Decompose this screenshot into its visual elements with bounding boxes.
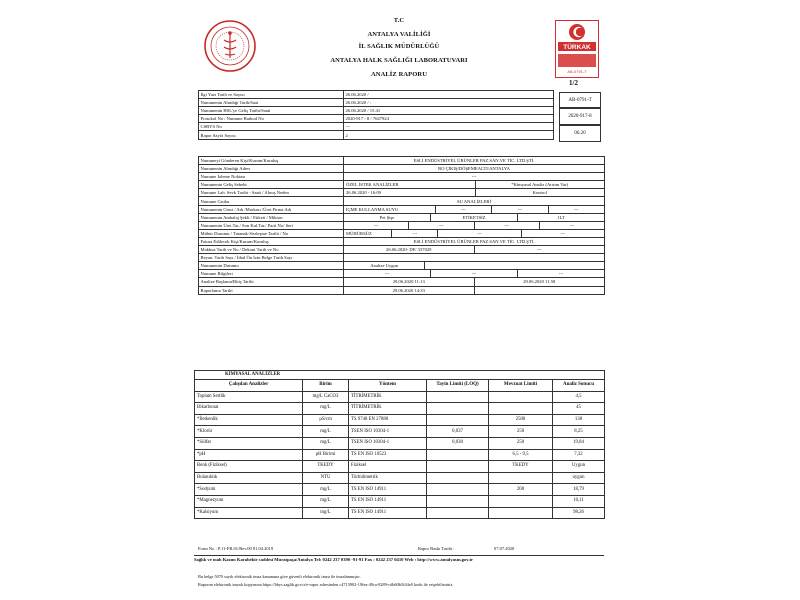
detail-label: Numunenin Durumu <box>199 262 344 270</box>
print-date: 07.07.2020 <box>494 546 515 551</box>
table-cell: NTU <box>303 472 349 484</box>
table-cell: TS 9748 EN 27888 <box>349 414 427 426</box>
table-cell: 250 <box>489 437 553 449</box>
info-value: 2020-917 - 8 / 7647924 <box>344 115 554 123</box>
detail-label: Numunenin Alındığı Adres <box>199 165 344 173</box>
table-cell: pH Birimi <box>303 449 349 461</box>
chem-section-title: KİMYASAL ANALİZLER <box>195 371 605 380</box>
detail-value: 29.06.2020 14:33 <box>392 287 425 293</box>
header-tc: T.C <box>393 17 405 24</box>
table-cell <box>489 507 553 519</box>
table-row <box>199 173 605 181</box>
detail-value: 26.06.2020 - 16:09 <box>346 190 381 196</box>
table-cell <box>489 391 553 403</box>
table-cell <box>427 507 489 519</box>
table-cell: TİTRİMETRİK <box>349 403 427 415</box>
form-footer <box>194 546 604 551</box>
table-row <box>199 237 605 245</box>
table-row <box>199 270 605 278</box>
table-cell: *pH <box>195 449 303 461</box>
detail-label: Numuneyi Gönderen Kişi/Kurum/Kuruluş <box>199 157 344 165</box>
detail-value: 29.06.2020 11:13 <box>392 279 425 285</box>
turkak-code: AB-0791-T <box>567 69 587 74</box>
table-row <box>199 254 605 262</box>
turkak-text: TÜRKAK <box>563 44 591 52</box>
detail-label: Numunenin Cinsi / Adı /Markası /Üret.Firma Adı <box>199 205 344 213</box>
detail-empty <box>474 287 605 294</box>
detail-label: Numune Bilgileri <box>199 270 344 278</box>
detail-value: --- <box>437 230 520 237</box>
table-cell <box>427 414 489 426</box>
table-cell: mg/L <box>303 495 349 507</box>
table-cell: 0,038 <box>427 437 489 449</box>
table-cell: 19,84 <box>553 437 605 449</box>
table-row <box>195 426 605 438</box>
table-cell: TS EN ISO 14911 <box>349 507 427 519</box>
signature-note: Bu belge 5070 sayılı elektronik imza kanununa göre güvenli elektronik imza ile imzalanmıştır. <box>198 574 361 579</box>
table-cell <box>427 472 489 484</box>
table-row <box>199 262 605 270</box>
table-row <box>199 131 554 139</box>
detail-value: 29.06.2020 11:58 <box>474 278 605 285</box>
table-cell <box>427 484 489 496</box>
detail-value: --- <box>539 222 604 229</box>
detail-value: --- <box>373 222 379 228</box>
table-row <box>199 278 605 286</box>
form-number: Form No : P.11-FR.01/Rev.00 01.04.2019 <box>198 546 274 551</box>
chem-body <box>195 391 605 519</box>
table-cell: mg/L CaCO3 <box>303 391 349 403</box>
table-cell: TSEN ISO 10304-1 <box>349 437 427 449</box>
table-cell: *İletkenlik <box>195 414 303 426</box>
table-cell: mg/L <box>303 426 349 438</box>
table-cell: 7,32 <box>553 449 605 461</box>
detail-value: --- <box>384 271 390 277</box>
detail-label: Numune İzleme Noktası <box>199 173 344 181</box>
info-label: Rapor Sayfa Sayısı <box>199 131 344 139</box>
table-cell: µS/cm <box>303 414 349 426</box>
table-row <box>199 189 605 197</box>
report-page <box>194 0 604 600</box>
table-row <box>199 197 605 205</box>
table-row <box>199 123 554 131</box>
info-label: Protokol No / Numune Barkod No <box>199 115 344 123</box>
info-value: 26.06.2020 / <box>344 91 554 99</box>
info-table <box>198 90 554 140</box>
info-label: Numunenin HSL'ye Geliş Tarihi/Saati <box>199 107 344 115</box>
table-row <box>199 205 605 213</box>
detail-value: --- <box>391 230 437 237</box>
detail-label: Analize Başlama/Bitiş Tarihi <box>199 278 344 286</box>
table-row <box>195 403 605 415</box>
detail-value: RO ÇIKIŞ/DÖŞEMEALTI/ANTALYA <box>344 165 605 173</box>
detail-value: --- <box>491 206 547 213</box>
info-label: İlgi Yazı Tarih ve Sayısı <box>199 91 344 99</box>
report-no-box: 2020-917-8 <box>559 108 601 125</box>
info-value: 2 <box>344 131 554 139</box>
table-row <box>199 107 554 115</box>
table-cell: TSEN ISO 10304-1 <box>349 426 427 438</box>
table-cell <box>427 461 489 473</box>
table-cell: Uygun <box>553 461 605 473</box>
detail-value: ETİKETSİZ <box>430 214 517 221</box>
page-number: 1/2 <box>569 79 578 87</box>
detail-value: --- <box>474 222 539 229</box>
col-header: Tayin Limiti (LOQ) <box>427 380 489 392</box>
detail-value: --- <box>408 222 473 229</box>
detail-value: SU ANALİZLERİ <box>344 197 605 205</box>
table-cell: Toplam Sertlik <box>195 391 303 403</box>
table-cell: 200 <box>489 484 553 496</box>
detail-value: Kontrol <box>475 189 605 196</box>
header-laboratory: ANTALYA HALK SAĞLIĞI LABORATUVARI <box>330 57 468 64</box>
info-value: --- <box>344 123 554 131</box>
table-cell: 2500 <box>489 414 553 426</box>
table-cell: mg/L <box>303 403 349 415</box>
table-cell: 98,26 <box>553 507 605 519</box>
header-report-title: ANALİZ RAPORU <box>370 71 427 78</box>
print-date-label: Rapor Baskı Tarihi : <box>418 546 455 551</box>
detail-value: --- <box>435 206 491 213</box>
date-box: 06.20 <box>559 125 601 142</box>
table-cell: TKEDY <box>489 461 553 473</box>
table-row <box>195 495 605 507</box>
address-line: Sağlık ve mah Kazım Karabekir caddesi Muratpaşa/Antalya Tel: 0242 237 0390 -91-91 Fax : 0242 237 0410 Web : http://www.antalyasm.gov.tr <box>194 555 604 562</box>
detail-value: 1LT <box>517 214 604 221</box>
detail-value <box>344 254 605 262</box>
table-cell: 138 <box>553 414 605 426</box>
table-cell: Bulanıklık <box>195 472 303 484</box>
table-cell: uygun <box>553 472 605 484</box>
table-cell: TKEDY <box>303 461 349 473</box>
detail-label: Numune Lab. Sevk Tarihi - Saati / Alınış Neden <box>199 189 344 197</box>
table-cell: mg/L <box>303 484 349 496</box>
table-cell: 0,037 <box>427 426 489 438</box>
table-cell: mg/L <box>303 437 349 449</box>
col-header: Mevzuat Limiti <box>489 380 553 392</box>
table-cell: *Magnezyum <box>195 495 303 507</box>
table-cell: Fiziksel <box>349 461 427 473</box>
detail-label: Numunenin Ambalaj Şekli / Etiketi / Miktarı <box>199 213 344 221</box>
table-cell: Türbidimetrik <box>349 472 427 484</box>
table-cell: 6,5 - 9,5 <box>489 449 553 461</box>
table-cell: 18,79 <box>553 484 605 496</box>
table-row <box>195 472 605 484</box>
table-cell: 250 <box>489 426 553 438</box>
header-governorship: ANTALYA VALİLİĞİ <box>367 31 431 38</box>
info-value: 26.06.2020 / 15:41 <box>344 107 554 115</box>
detail-value: Analize Uygun <box>370 263 399 269</box>
table-cell: Renk (Fiziksel) <box>195 461 303 473</box>
table-cell: 10,11 <box>553 495 605 507</box>
detail-value: 26.06.2020- DF/ 337029 <box>386 247 432 253</box>
table-cell <box>489 403 553 415</box>
table-title-row <box>195 371 605 380</box>
table-row <box>195 391 605 403</box>
table-cell: 8,25 <box>553 426 605 438</box>
accreditation-box: AB-0791-T <box>559 92 601 108</box>
table-cell <box>489 495 553 507</box>
detail-value: --- <box>344 173 605 181</box>
table-cell: TİTRİMETRİK <box>349 391 427 403</box>
table-cell: *Sülfat <box>195 437 303 449</box>
detail-value: --- <box>548 206 604 213</box>
table-cell: TS EN ISO 14911 <box>349 495 427 507</box>
header-directorate: İL SAĞLIK MÜDÜRLÜĞÜ <box>358 43 440 50</box>
detail-value: --- <box>430 270 517 277</box>
table-row <box>199 286 605 294</box>
table-cell <box>427 391 489 403</box>
detail-empty <box>424 262 604 269</box>
table-row <box>199 165 605 173</box>
detail-value: --- <box>517 270 604 277</box>
table-cell: *Sodyum <box>195 484 303 496</box>
detail-value: MÜHÜRSÜZ <box>346 230 372 236</box>
table-cell <box>427 449 489 461</box>
table-row <box>199 157 605 165</box>
col-header: Analiz Sonucu <box>553 380 605 392</box>
info-label: CSBYS No <box>199 123 344 131</box>
col-header: Çalışılan Analizler <box>195 380 303 392</box>
detail-value: Pet Şişe <box>379 214 395 220</box>
detail-value: *Kimyasal Analiz (Arıtım Var) <box>475 181 605 188</box>
table-row <box>195 437 605 449</box>
sample-details-table <box>198 156 605 295</box>
table-row <box>199 246 605 254</box>
col-header: Yöntem <box>349 380 427 392</box>
detail-value: İÇME KULLANMA SUYU <box>346 206 399 212</box>
table-row <box>195 484 605 496</box>
detail-label: Numunenin Geliş Sebebi <box>199 181 344 189</box>
col-header: Birim <box>303 380 349 392</box>
detail-label: Numune Grubu <box>199 197 344 205</box>
detail-label: Numunenin Üret.Tar./ Son Kul.Tar./ Parti No/ Seri <box>199 221 344 229</box>
detail-value: ÖZEL İSTEK ANALİZLER <box>346 182 399 188</box>
detail-label: Raporlama Tarihi <box>199 286 344 294</box>
table-cell: *Kalsiyum <box>195 507 303 519</box>
table-cell <box>427 403 489 415</box>
table-cell: TS EN ISO 10523 <box>349 449 427 461</box>
table-row <box>195 449 605 461</box>
table-row <box>199 91 554 99</box>
table-row <box>199 213 605 221</box>
table-cell: 4,5 <box>553 391 605 403</box>
table-cell: *Klorür <box>195 426 303 438</box>
detail-label: Fatura Edilecek Kişi/Kurum/Kuruluş <box>199 237 344 245</box>
table-row <box>199 221 605 229</box>
table-cell: mg/L <box>303 507 349 519</box>
table-row <box>195 414 605 426</box>
table-header-row <box>195 380 605 392</box>
table-cell: 45 <box>553 403 605 415</box>
verification-note: Raporun elektronik imzalı kopyasına https://hbys.saglik.gov.tr/e-rapor adresinden c4713902-19fea-49ca-8289-cdb60b5f44e0 kodu ile erişebilirsiniz. <box>198 582 454 587</box>
table-cell: Bikarbonat <box>195 403 303 415</box>
detail-label: Beyan. Tarih Sayı / İthal Ön İzin Belge Tarih Sayı <box>199 254 344 262</box>
table-row <box>199 115 554 123</box>
detail-label: Mühür Durumu / Tutanak-Sözleşme Tarihi / No <box>199 229 344 237</box>
table-row <box>199 181 605 189</box>
detail-value: --- <box>521 230 604 237</box>
table-row <box>195 507 605 519</box>
table-cell <box>427 495 489 507</box>
detail-value: ESLİ ENDÜSTRİYEL ÜRÜNLER PAZ.SAN.VE TİC. LTD.ŞTİ. <box>344 157 605 165</box>
table-row <box>195 461 605 473</box>
detail-value: --- <box>474 246 605 253</box>
chemical-analysis-table <box>194 370 605 519</box>
table-cell: TS EN ISO 14911 <box>349 484 427 496</box>
detail-label: Makbuz Tarih ve No / Dekont Tarih ve No <box>199 246 344 254</box>
table-row <box>199 99 554 107</box>
detail-value: ESLİ ENDÜSTRİYEL ÜRÜNLER PAZ.SAN.VE TİC. LTD.ŞTİ. <box>344 237 605 245</box>
table-cell <box>489 472 553 484</box>
table-row <box>199 229 605 237</box>
turkak-logo-icon <box>555 20 599 83</box>
info-label: Numunenin Alındığı Tarih/Saat <box>199 99 344 107</box>
info-value: 26.06.2020 / : <box>344 99 554 107</box>
